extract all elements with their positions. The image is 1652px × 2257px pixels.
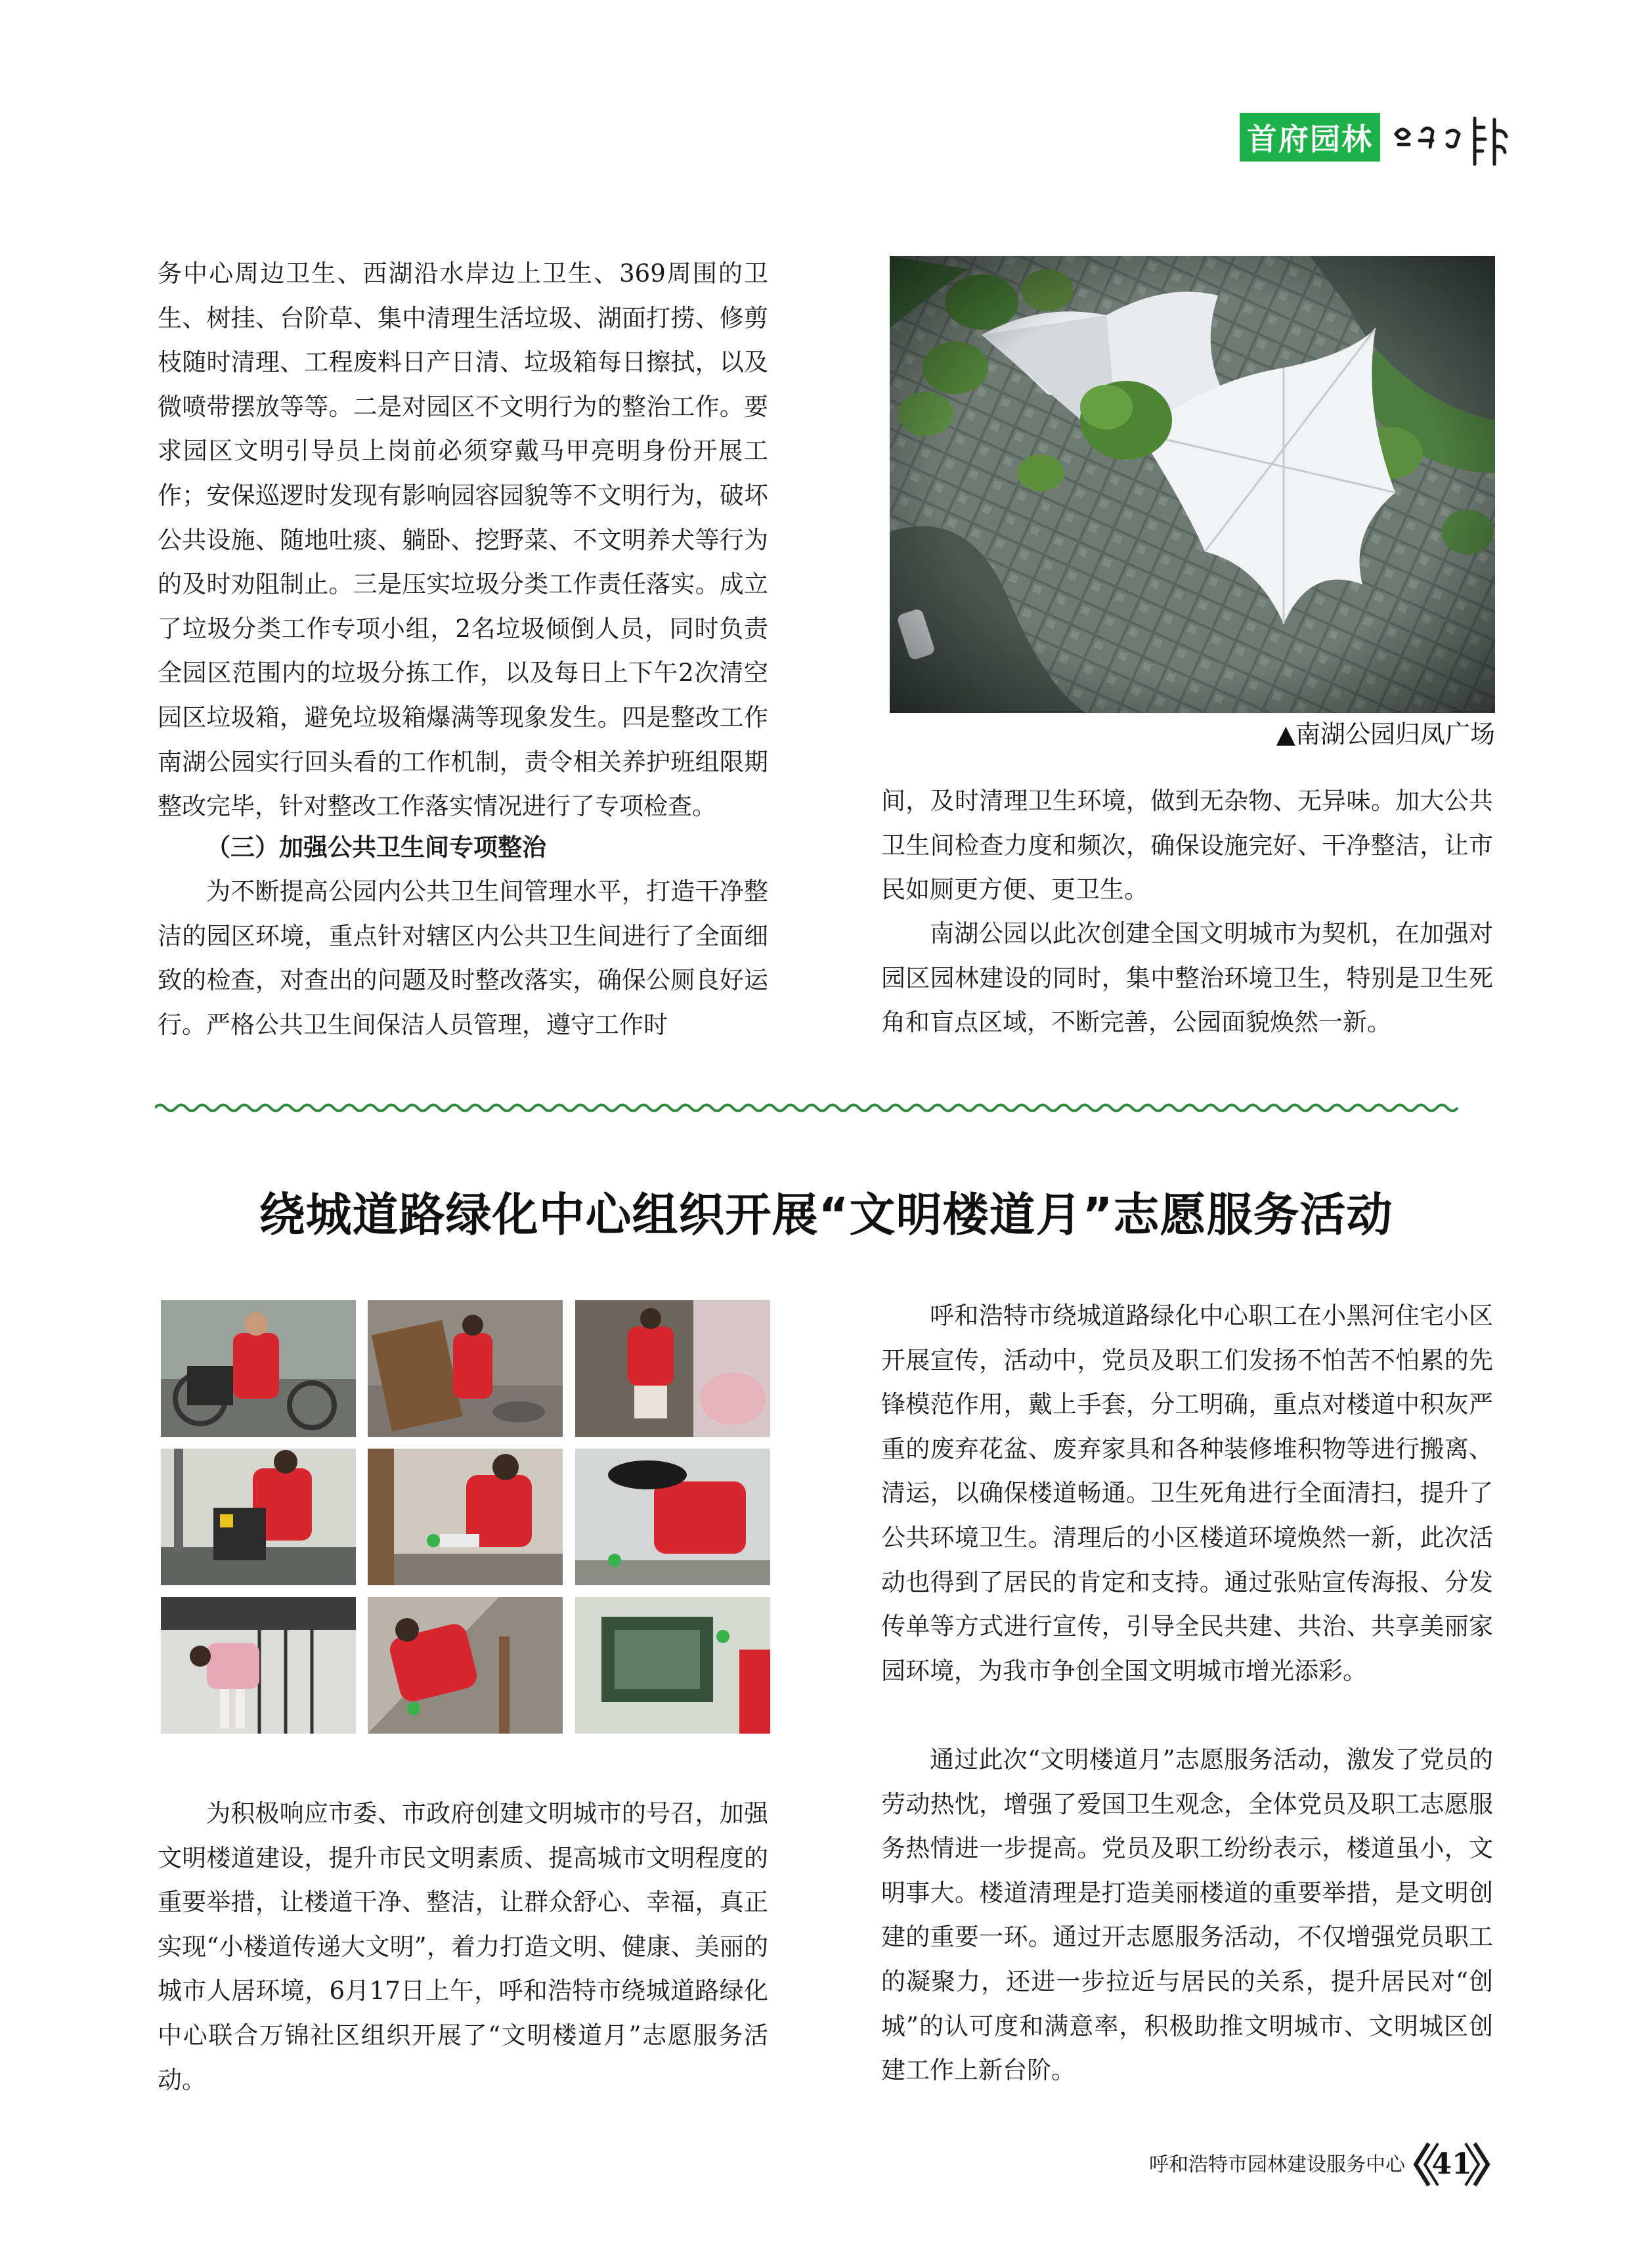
article1-right-paragraph-1: 间，及时清理卫生环境，做到无杂物、无异味。加大公共卫生间检查力度和频次，确保设施完好、干净整洁，让市民如厕更方便、更卫生。 [881,787,1493,904]
volunteer-photo-grid [161,1300,770,1734]
article2-right-paragraph-2: 通过此次“文明楼道月”志愿服务活动，激发了党员的劳动热忱，增强了爱国卫生观念，全体党员及职工志愿服务热情进一步提高。党员及职工纷纷表示，楼道虽小，文明事大。楼道清理是打造美丽楼道的重要举措，是文明创建的重要一环。通过开志愿服务活动，不仅增强党员职工的凝聚力，还进一步拉近与居民的关系，提升居民对“创城”的认可度和满意率，积极助推文明城市、文明城区创建工作上新台阶。 [881,1745,1493,2085]
volunteer-photo-4 [161,1449,356,1585]
mongolian-script-icon [1388,112,1513,167]
article1-left-paragraph-2: 为不断提高公园内公共卫生间管理水平，打造干净整洁的园区环境，重点针对辖区内公共卫生间进行了全面细致的检查，对查出的问题及时整改落实，确保公厕良好运行。严格公共卫生间保洁人员管理，遵守工作时 [158,877,768,1039]
photo-caption: ▲南湖公园归凤广场 [1276,720,1495,749]
volunteer-photo-6 [575,1449,770,1585]
volunteer-photo-9 [575,1597,770,1734]
article1-left-paragraph: 务中心周边卫生、西湖沿水岸边上卫生、369周围的卫生、树挂、台阶草、集中清理生活垃圾、湖面打捞、修剪枝随时清理、工程废料日产日清、垃圾箱每日擦拭，以及微喷带摆放等等。二是对园区不文明行为的整治工作。要求园区文明引导员上岗前必须穿戴马甲亮明身份开展工作；安保巡逻时发现有影响园容园貌等不文明行为，破坏公共设施、随地吐痰、躺卧、挖野菜、不文明养犬等行为的及时劝阻制止。三是压实垃圾分类工作责任落实。成立了垃圾分类工作专项小组，2名垃圾倾倒人员，同时负责全园区范围内的垃圾分拣工作，以及每日上下午2次清空园区垃圾箱，避免垃圾箱爆满等现象发生。四是整改工作南湖公园实行回头看的工作机制，责令相关养护班组限期整改完毕，针对整改工作落实情况进行了专项检查。 [158,259,768,821]
article1-right-paragraph-2: 南湖公园以此次创建全国文明城市为契机，在加强对园区园林建设的同时，集中整治环境卫生，特别是卫生死角和盲点区域，不断完善，公园面貌焕然一新。 [881,919,1493,1037]
volunteer-photo-7 [161,1597,356,1734]
magazine-brand-logo [1240,113,1380,162]
brand-title: 首府园林 [1247,121,1373,157]
volunteer-photo-1 [161,1300,356,1437]
volunteer-photo-2 [368,1300,563,1437]
wavy-section-divider [155,1101,1500,1115]
article1-subheading: （三）加强公共卫生间专项整治 [206,833,546,862]
nanhu-park-plaza-photo [890,256,1495,713]
page-number: 41 [1431,2147,1472,2181]
volunteer-photo-5 [368,1449,563,1585]
volunteer-photo-8 [368,1597,563,1734]
article2-headline: 绕城道路绿化中心组织开展“文明楼道月”志愿服务活动 [259,1188,1393,1242]
article2-left-paragraph: 为积极响应市委、市政府创建文明城市的号召，加强文明楼道建设，提升市民文明素质、提高城市文明程度的重要举措，让楼道干净、整洁，让群众舒心、幸福，真正实现“小楼道传递大文明”，着力打造文明、健康、美丽的城市人居环境，6月17日上午，呼和浩特市绕城道路绿化中心联合万锦社区组织开展了“文明楼道月”志愿服务活动。 [158,1799,768,2094]
article2-right-paragraph-1: 呼和浩特市绕城道路绿化中心职工在小黑河住宅小区开展宣传，活动中，党员及职工们发扬不怕苦不怕累的先锋模范作用，戴上手套，分工明确，重点对楼道中积灰严重的废弃花盆、废弃家具和各种装修堆积物等进行搬离、清运，以确保楼道畅通。卫生死角进行全面清扫，提升了公共环境卫生。清理后的小区楼道环境焕然一新，此次活动也得到了居民的肯定和支持。通过张贴宣传海报、分发传单等方式进行宣传，引导全民共建、共治、共享美丽家园环境，为我市争创全国文明城市增光添彩。 [881,1302,1493,1685]
volunteer-photo-3 [575,1300,770,1437]
footer-organization: 呼和浩特市园林建设服务中心 [1149,2153,1405,2176]
